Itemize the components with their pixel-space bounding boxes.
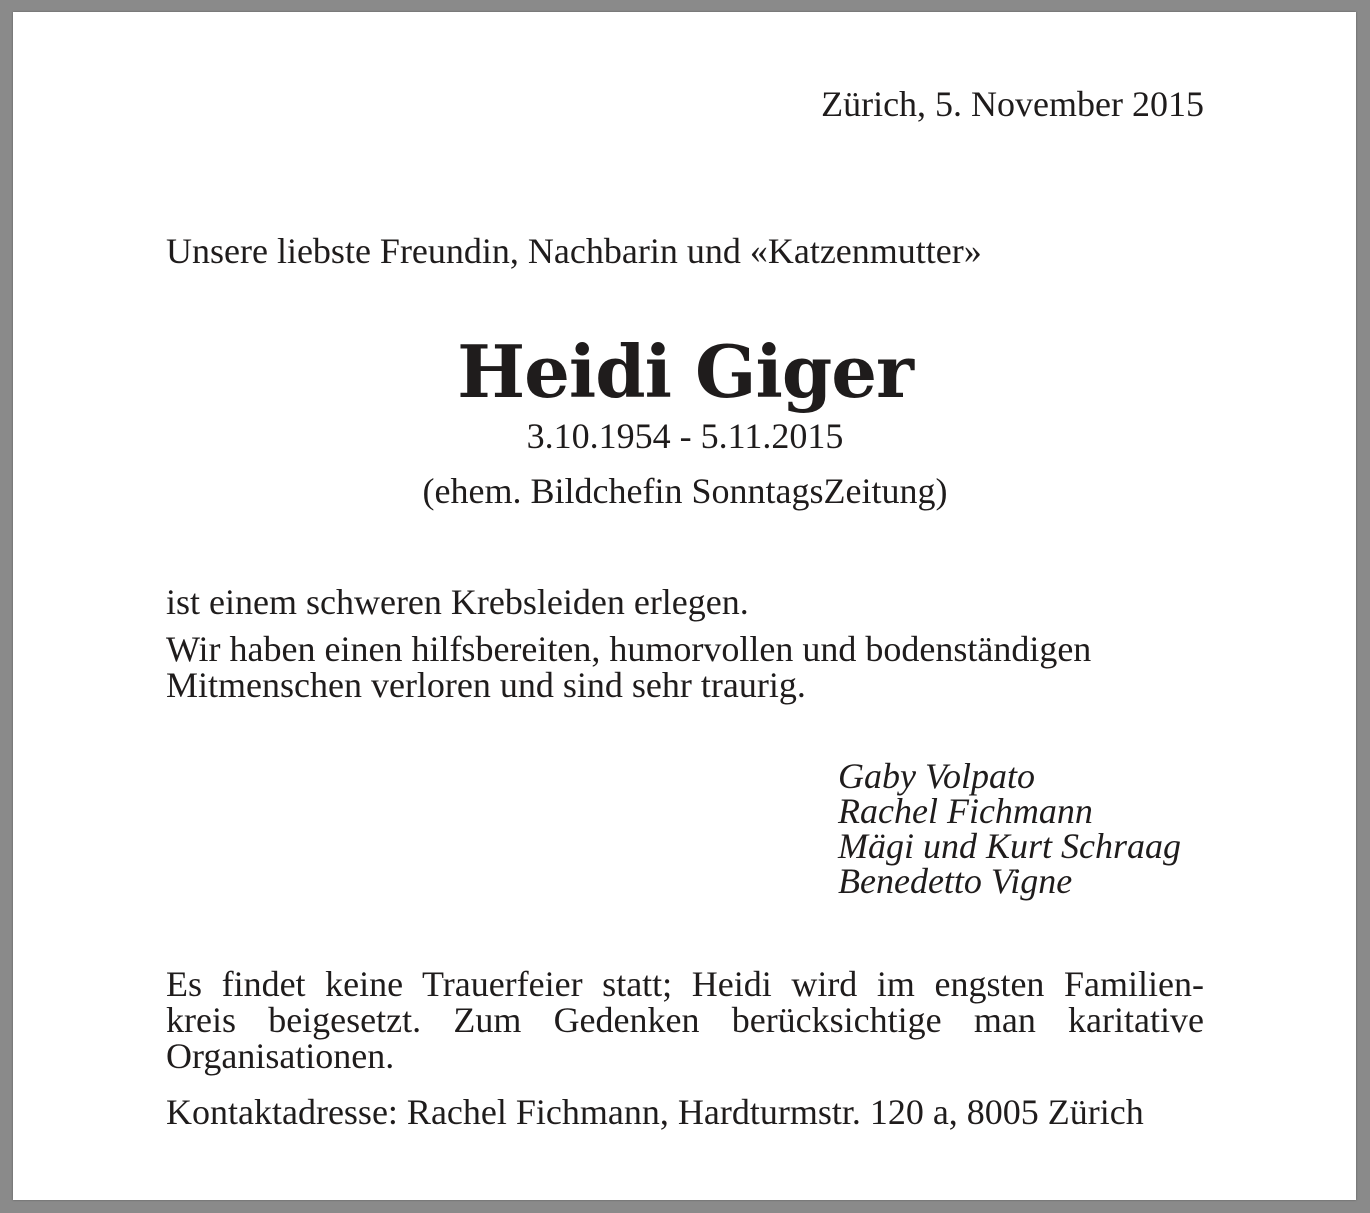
signer-name: Rachel Fichmann bbox=[838, 791, 1093, 831]
funeral-paragraph-line: kreis beigesetzt. Zum Gedenken berücksichtige man karitative bbox=[166, 1000, 1204, 1040]
intro-text: Unsere liebste Freundin, Nachbarin und «Katzenmutter» bbox=[166, 231, 982, 271]
notice-body bbox=[166, 12, 1204, 1200]
date-line: Zürich, 5. November 2015 bbox=[821, 84, 1204, 124]
signer-name: Mägi und Kurt Schraag bbox=[838, 826, 1182, 866]
document-page bbox=[13, 12, 1356, 1200]
cause-sentence: ist einem schweren Krebsleiden erlegen. bbox=[166, 582, 749, 622]
grief-paragraph-line: Mitmenschen verloren und sind sehr traurig. bbox=[166, 665, 806, 705]
former-role: (ehem. Bildchefin SonntagsZeitung) bbox=[422, 471, 948, 511]
grief-paragraph-line: Wir haben einen hilfsbereiten, humorvollen und bodenständigen bbox=[166, 629, 1092, 669]
funeral-paragraph-line: Organisationen. bbox=[166, 1036, 395, 1076]
contact-address: Kontaktadresse: Rachel Fichmann, Hardturmstr. 120 a, 8005 Zürich bbox=[166, 1092, 1144, 1132]
funeral-paragraph-line: Es findet keine Trauerfeier statt; Heidi wird im engsten Familien- bbox=[166, 964, 1204, 1004]
signers-list bbox=[838, 756, 1182, 901]
signer-name: Benedetto Vigne bbox=[838, 861, 1073, 901]
lifespan-dates: 3.10.1954 - 5.11.2015 bbox=[526, 416, 844, 456]
deceased-name: Heidi Giger bbox=[457, 329, 913, 414]
signer-name: Gaby Volpato bbox=[838, 756, 1035, 796]
grief-paragraph bbox=[166, 631, 1204, 703]
funeral-paragraph bbox=[166, 966, 1204, 1074]
